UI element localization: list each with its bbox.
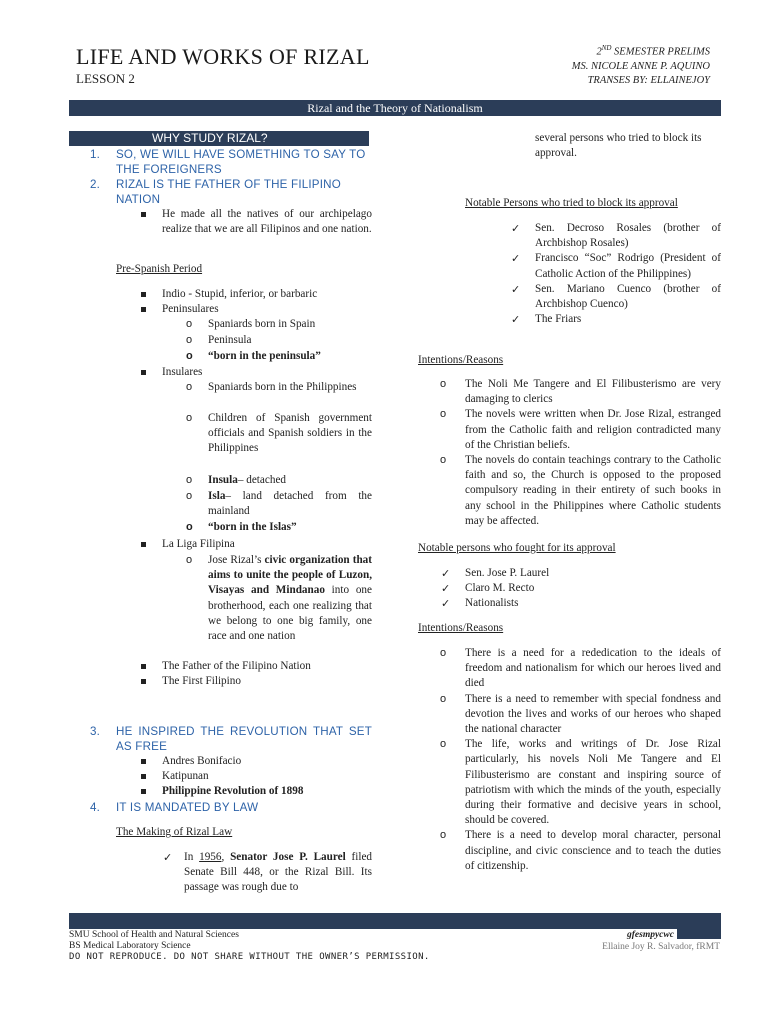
rizal-law-text: ✓ In 1956, Senator Jose P. Laurel filed Senate Bill 448, or the Rizal Bill. Its passage was rough due to: [163, 851, 372, 894]
list-item: ✓ Sen. Decroso Rosales (brother of Archbishop Rosales): [511, 222, 721, 250]
circle-bullet-icon: o: [440, 408, 447, 421]
footer-bar: [69, 913, 721, 929]
list-item: o The novels do contain teachings contrary to the Catholic faith and so, the Church is opposed to the proposed compulsory reading in their entirety of such books in any school in the Philippines where Catholic students may be affected.: [440, 454, 721, 527]
list-item: o There is a need to remember with special fondness and devotion the lives and works of our heroes who shaped the national character: [440, 692, 721, 736]
fought-list: [441, 566, 721, 612]
list-item: ✓ Sen. Mariano Cuenco (brother of Archbishop Cuenco): [511, 282, 721, 311]
list-item-indio: Indio - Stupid, inferior, or barbaric: [162, 287, 317, 302]
checkmark-icon: ✓: [511, 252, 521, 266]
list-item: o The Noli Me Tangere and El Filibusterismo are very damaging to clerics: [440, 378, 721, 406]
list-item: ✓ Nationalists: [441, 597, 519, 611]
checkmark-icon: ✓: [441, 567, 451, 580]
footer-school: SMU School of Health and Natural Sciences: [69, 930, 239, 940]
footer-code: gfesmpycwc: [627, 930, 674, 940]
list-item-insulares: Insulares: [162, 365, 202, 380]
checkmark-icon: ✓: [511, 282, 521, 296]
footer-left: [69, 930, 430, 963]
transes-line: TRANSES BY: ELLAINEJOY: [587, 74, 710, 86]
block-list: [511, 221, 721, 327]
semester-line: 2ND SEMESTER PRELIMS: [596, 44, 710, 58]
list-item: o There is a need for a rededication to the ideals of freedom and nationalism for which our heroes lived and died: [440, 647, 721, 690]
reason-4: 4. IT IS MANDATED BY LAW: [90, 801, 259, 814]
circle-bullet-icon: o: [440, 692, 447, 705]
circle-bullet-icon: o: [440, 454, 447, 467]
header-meta: [572, 41, 710, 88]
list-item: ✓ Francisco “Soc” Rodrigo (President of Catholic Action of the Philippines): [511, 252, 721, 280]
lesson-label: LESSON 2: [76, 71, 135, 86]
checkmark-icon: ✓: [441, 597, 451, 611]
circle-bullet-icon: o: [440, 829, 447, 842]
checkmark-icon: ✓: [511, 313, 521, 327]
fought-heading: Notable persons who fought for its approval: [418, 542, 616, 554]
sub-item: o Spaniards born in the Philippines: [186, 381, 357, 393]
sub-item-liga: o Jose Rizal’s civic organization that aims to unite the people of Luzon, Visayas and Mindanao into one brotherhood, each one realizing that we belong to one big family, one race and one nation: [186, 554, 373, 643]
reasons-list-1: [440, 377, 721, 529]
topic-bar: Rizal and the Theory of Nationalism: [69, 100, 721, 116]
pre-spanish-heading: Pre-Spanish Period: [116, 263, 203, 275]
sub-item: o Insula– detached: [186, 474, 287, 486]
reason-1: 1. SO, WE WILL HAVE SOMETHING TO SAY TO THE FOREIGNERS: [90, 148, 366, 176]
list-item: ✓ Claro M. Recto: [441, 582, 535, 596]
reasons-list-2: [440, 646, 721, 874]
list-item: ✓ Sen. Jose P. Laurel: [441, 567, 550, 580]
sub-item: o Peninsula: [186, 334, 252, 346]
checkmark-icon: ✓: [441, 582, 451, 596]
list-item-first: The First Filipino: [162, 674, 241, 689]
reasons-heading-2: Intentions/Reasons: [418, 622, 504, 634]
list-item-father: The Father of the Filipino Nation: [162, 659, 311, 674]
list-item-katipunan: Katipunan: [162, 769, 209, 784]
circle-bullet-icon: o: [440, 738, 447, 751]
reason-2-detail: He made all the natives of our archipelago realize that we are all Filipinos and one nation.: [162, 207, 372, 237]
footer-author: Ellaine Joy R. Salvador, fRMT: [602, 942, 720, 952]
list-item-liga: La Liga Filipina: [162, 537, 235, 552]
sub-item: o “born in the Islas”: [186, 521, 297, 533]
sub-item: o Children of Spanish government officials and Spanish soldiers in the Philippines: [186, 412, 372, 455]
bullet-square: [141, 212, 146, 217]
reason-2: 2. RIZAL IS THE FATHER OF THE FILIPINO NATION: [90, 178, 341, 206]
list-item-revolution: Philippine Revolution of 1898: [162, 784, 303, 799]
footer-program: BS Medical Laboratory Science: [69, 941, 191, 951]
sub-item: o Spaniards born in Spain: [186, 318, 316, 330]
footer-notice: DO NOT REPRODUCE. DO NOT SHARE WITHOUT THE OWNER’S PERMISSION.: [69, 952, 430, 962]
circle-bullet-icon: o: [440, 378, 447, 390]
list-item: o There is a need to develop moral character, personal discipline, and civic conscience and to teach the duties of citizenship.: [440, 829, 721, 872]
section-heading: WHY STUDY RIZAL?: [152, 131, 268, 145]
sub-item: o Isla– land detached from the mainland: [186, 490, 372, 518]
list-item-bonifacio: Andres Bonifacio: [162, 754, 241, 769]
footer-tab: [677, 929, 721, 939]
sub-item: o “born in the peninsula”: [186, 350, 321, 362]
circle-bullet-icon: o: [440, 647, 447, 659]
list-item-peninsulares: Peninsulares: [162, 302, 219, 317]
instructor-line: MS. NICOLE ANNE P. AQUINO: [571, 60, 710, 72]
list-item: ✓ The Friars: [511, 313, 582, 327]
rizal-law-heading: The Making of Rizal Law: [116, 826, 233, 838]
reasons-heading-1: Intentions/Reasons: [418, 354, 504, 366]
block-heading: Notable Persons who tried to block its approval: [465, 197, 678, 209]
continued-text: several persons who tried to block its approval.: [535, 132, 702, 160]
document-title: LIFE AND WORKS OF RIZAL: [76, 44, 370, 69]
reason-3: 3. HE INSPIRED THE REVOLUTION THAT SET AS FREE: [90, 725, 372, 753]
checkmark-icon: ✓: [511, 222, 521, 235]
list-item: o The life, works and writings of Dr. Jose Rizal particularly, his novels Noli Me Tangere and El Filibusterismo are constant and inspiring source of patriotism with which the minds of the youth, especially during their formative and decisive years in school, should be covered.: [440, 738, 721, 827]
list-item: o The novels were written when Dr. Jose Rizal, estranged from the Catholic faith and religion contradicted many of the Christian beliefs.: [440, 408, 721, 451]
